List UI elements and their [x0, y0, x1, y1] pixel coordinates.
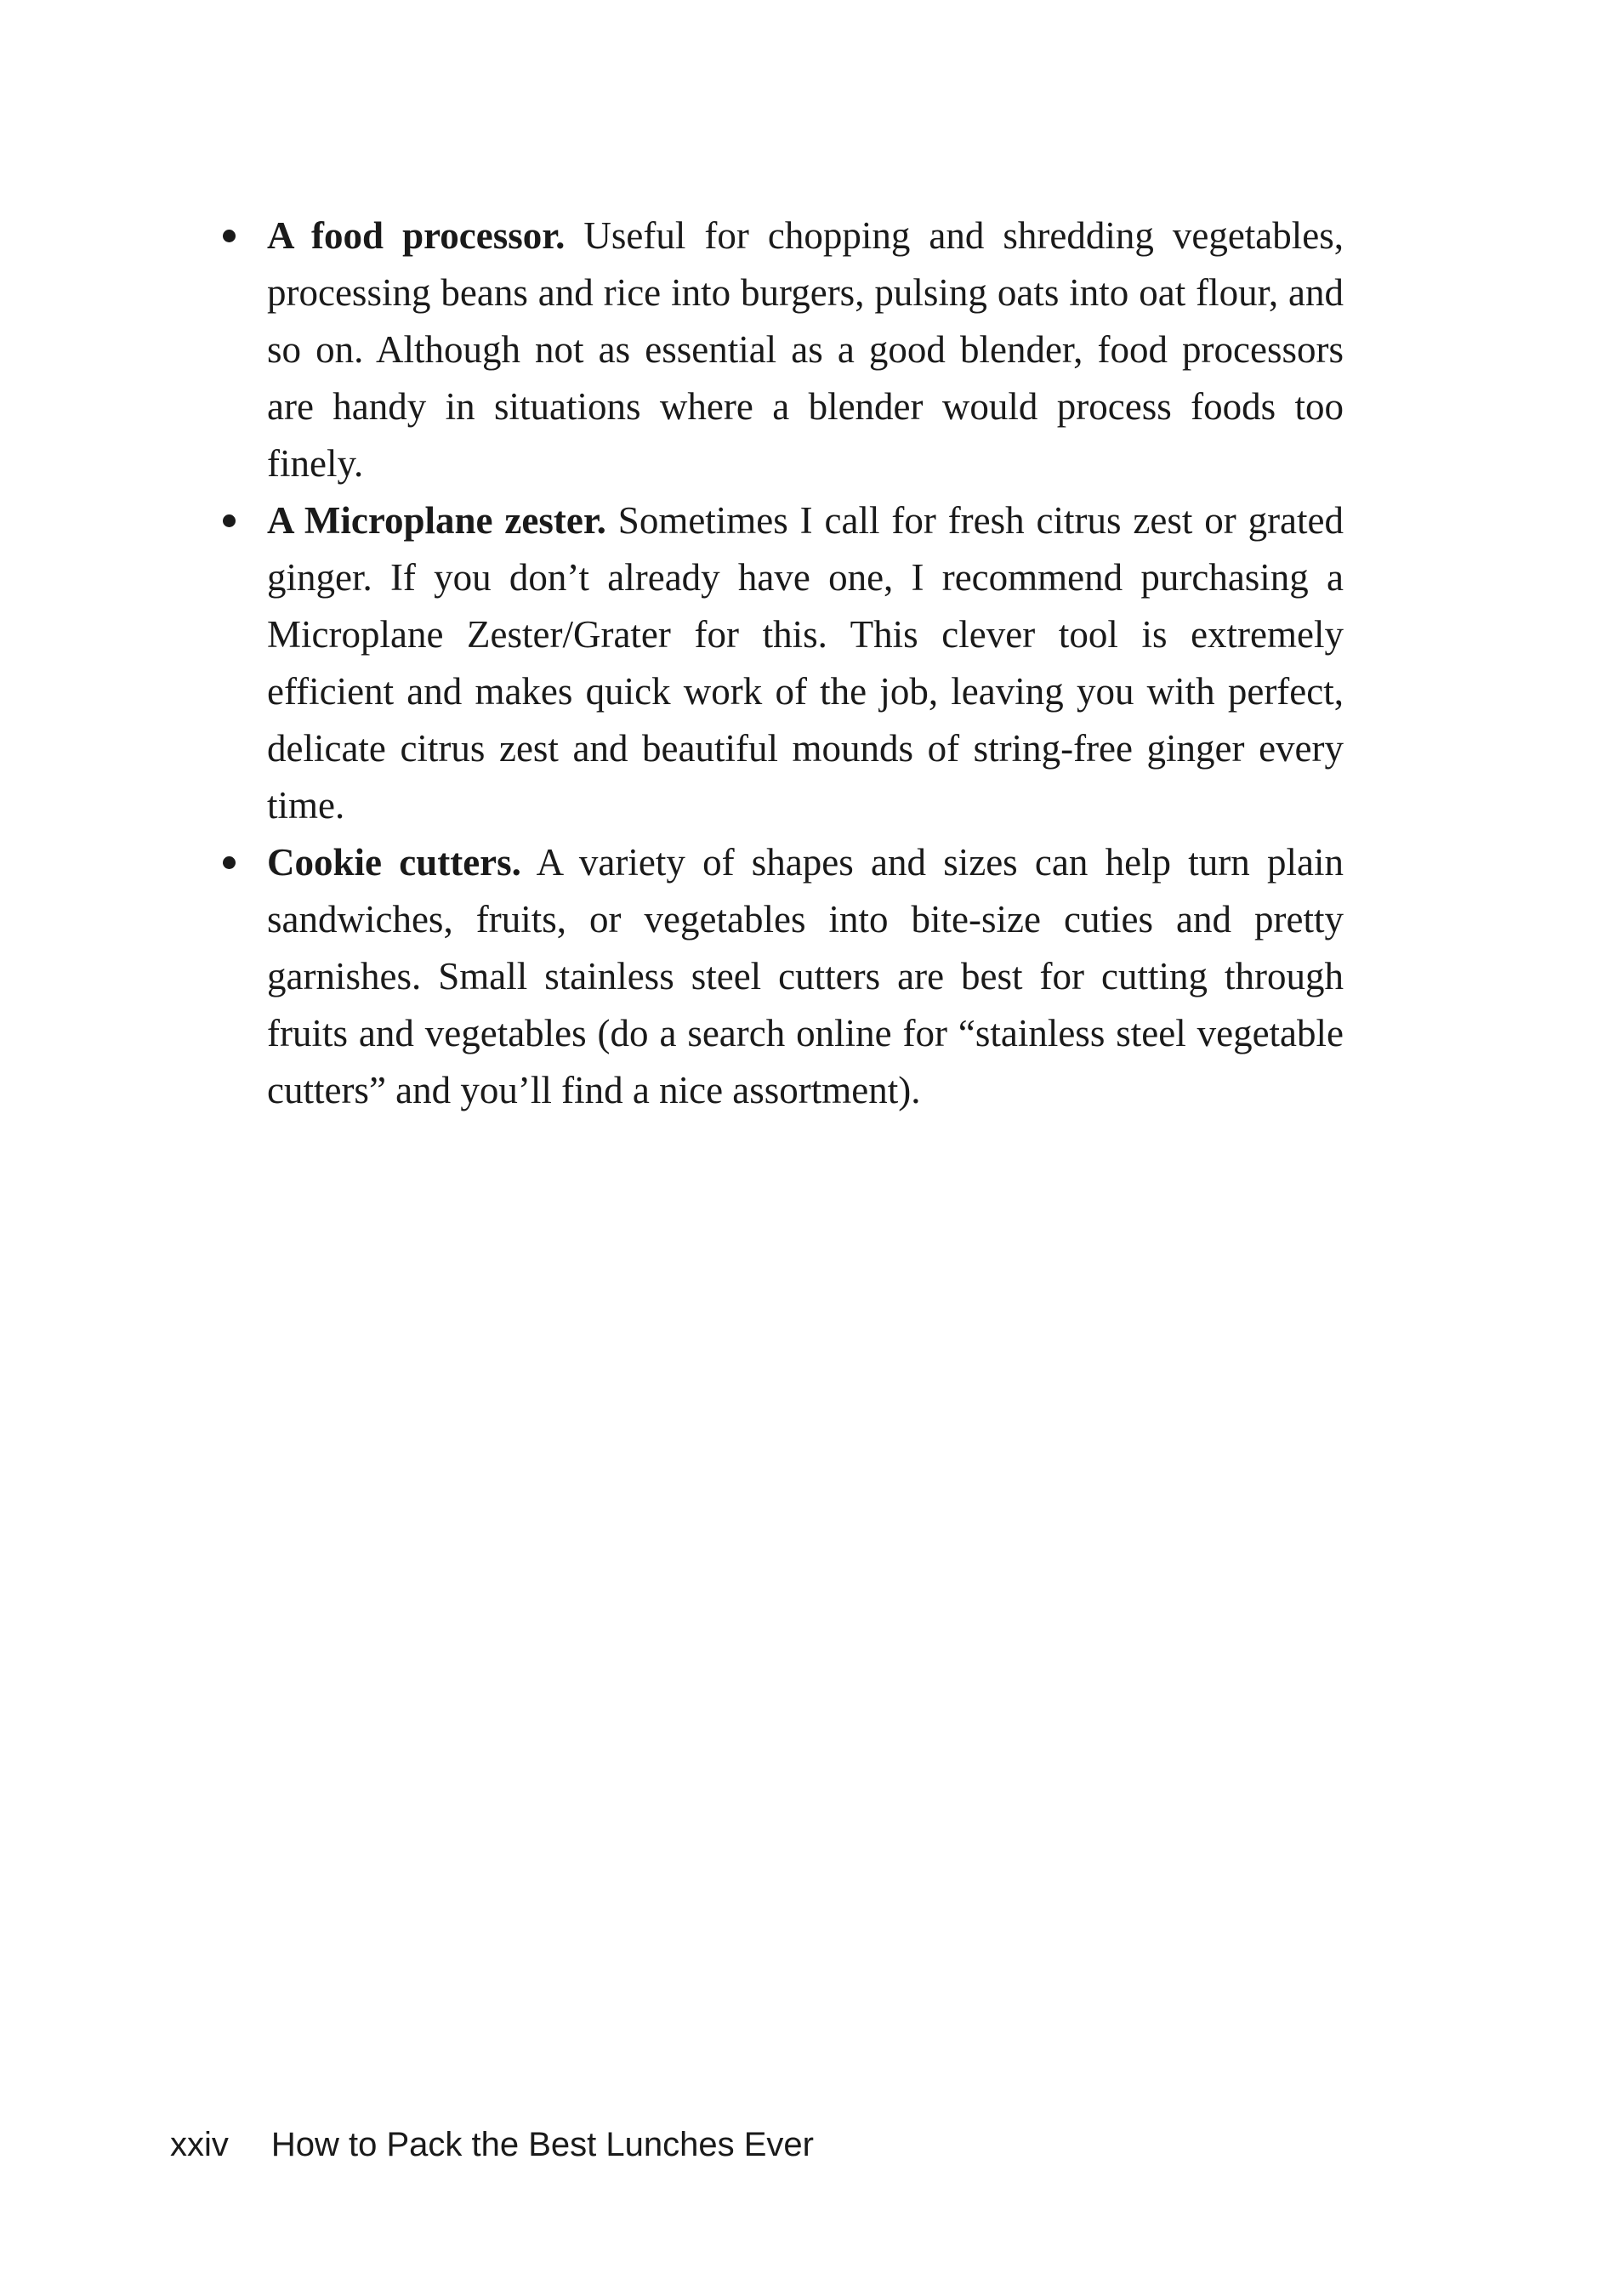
list-item-cookie-cutters: [213, 834, 1344, 1119]
list-item-microplane-zester: [213, 492, 1344, 834]
bullet-icon: [223, 230, 236, 242]
page-number: xxiv: [170, 2126, 229, 2163]
item-term: A food processor.: [267, 214, 566, 257]
list-item-food-processor: [213, 207, 1344, 492]
bullet-icon: [223, 856, 236, 869]
item-term: Cookie cutters.: [267, 841, 521, 884]
item-text: A variety of shapes and sizes can help turn plain sandwiches, fruits, or vegetables into bite-size cuties and pretty garnishes. Small stainless steel cutters are best for cutting through fruits and vegetables (do a search online for “stainless steel vegetable cutters” and you’ll find a nice assortment).: [267, 841, 1344, 1111]
item-text: Useful for chopping and shredding vegetables, processing beans and rice into burgers, pulsing oats into oat flour, and so on. Although not as essential as a good blender, food processors are handy in situations where a blender would process foods too finely.: [267, 214, 1344, 485]
bullet-icon: [223, 514, 236, 527]
item-text: Sometimes I call for fresh citrus zest or grated ginger. If you don’t already have one, I recommend purchasing a Microplane Zester/Grater for this. This clever tool is extremely efficient and makes quick work of the job, leaving you with perfect, delicate citrus zest and beautiful mounds of string-free ginger every time.: [267, 499, 1344, 827]
equipment-bullet-list: [213, 207, 1344, 1119]
item-term: A Microplane zester.: [267, 499, 606, 542]
page-footer: [170, 2123, 814, 2167]
running-title: How to Pack the Best Lunches Ever: [270, 2126, 814, 2163]
